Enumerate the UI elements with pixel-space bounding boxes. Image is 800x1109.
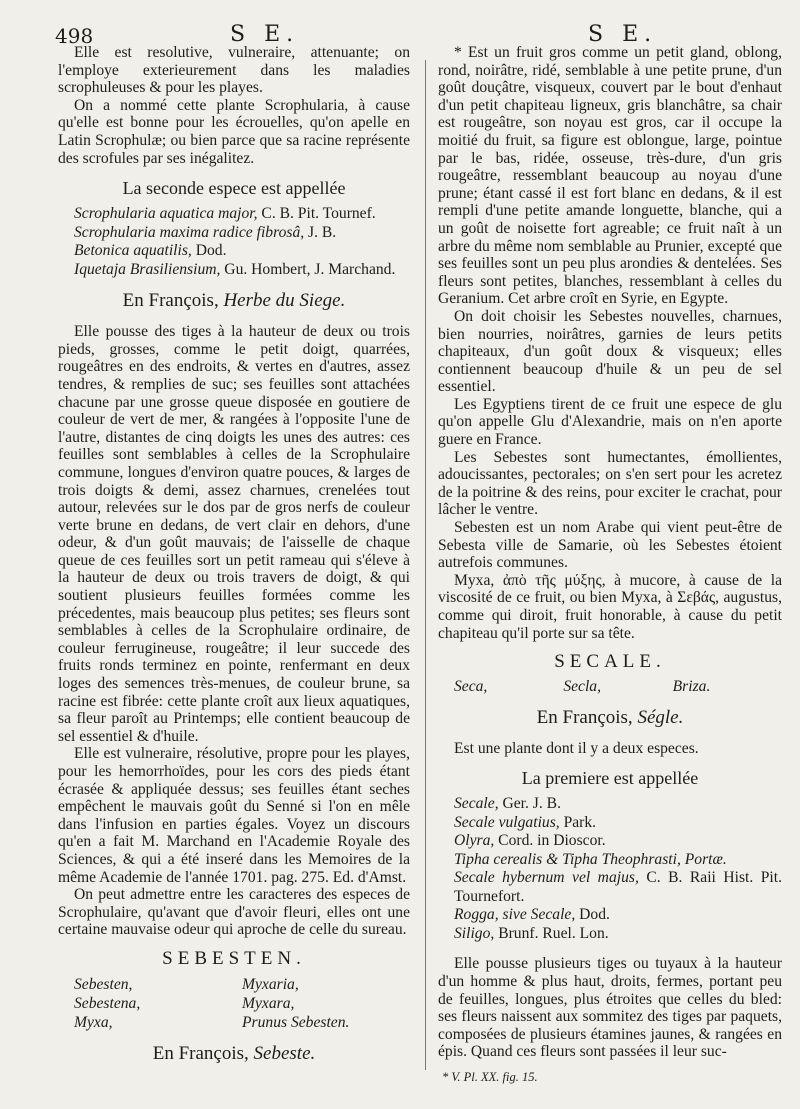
synonym-entry: Secale vulgatius, Park.	[454, 813, 597, 831]
section-heading: La seconde espece est appellée	[122, 178, 346, 199]
paragraph: On a nommé cette plante Scrophularia, à cause qu'elle est bonne pour les écrouelles, qu'on apelle en Latin Scrophulæ; ou bien parce que sa racine représente des scrofules par ses inégalitez.	[58, 96, 410, 167]
paragraph: Elle pousse plusieurs tiges ou tuyaux à la hauteur d'un homme & plus haut, droits, fermes, portant peu de feuilles, longues, plus étroites que celles du bled: ses fleurs naissent aux sommitez des tiges par paquets, composées de plusieurs étamines jaunes, & rangées en épis. Quand ces fleurs sont passées il leur suc-	[438, 955, 782, 1061]
section-heading: La premiere est appellée	[521, 768, 699, 789]
synonym: Myxa,	[74, 1013, 113, 1031]
synonym-entry: Secale, Ger. J. B.	[454, 795, 561, 813]
paragraph: Sebesten est un nom Arabe qui vient peut-être de Sebesta ville de Samarie, où les Sebestes étoient autrefois communes.	[438, 519, 782, 572]
synonym: Myxaria,	[242, 975, 299, 993]
entry-title-sebesten: SEBESTEN.	[162, 947, 306, 969]
synonym: Sebestena,	[74, 994, 141, 1012]
paragraph: Les Egyptiens tirent de ce fruit une espece de glu qu'on appelle Glu d'Alexandrie, mais on n'en aporte guere en France.	[438, 395, 782, 449]
paragraph: Elle est resolutive, vulneraire, attenuante; on l'employe exterieurement dans les maladies scrophuleuses & pour les playes.	[58, 44, 410, 97]
secale-synonyms	[454, 678, 782, 696]
synonym-entry: Olyra, Cord. in Dioscor.	[454, 832, 606, 850]
paragraph: On doit choisir les Sebestes nouvelles, charnues, bien nourries, noirâtres, garnies de leurs petits chapiteaux, d'un goût doux & visqueux; elles contiennent beaucoup d'huile & un peu de sel essentiel.	[438, 307, 782, 396]
running-head-right: S E.	[588, 22, 658, 47]
synonym-entry: Betonica aquatilis, Dod.	[74, 242, 227, 260]
paragraph: Est une plante dont il y a deux especes.	[454, 739, 699, 757]
french-name-line: En François, Herbe du Siege.	[122, 290, 346, 312]
synonym-entry: Scrophularia aquatica major, C. B. Pit. Tournef.	[74, 205, 376, 223]
french-name-line: En François, Sebeste.	[152, 1042, 316, 1064]
paragraph: Myxa, ἀπὸ τῆς μύξης, à mucore, à cause de la viscosité de ce fruit, ou bien Myxa, à Σεβάς, augustus, comme qui diroit, fruit honorable, à cause du petit chapiteau qu'il porte sur sa tête.	[438, 571, 782, 642]
synonym: Briza.	[672, 678, 711, 696]
synonym: Seca,	[454, 678, 488, 696]
synonym-entry: Rogga, sive Secale, Dod.	[454, 906, 610, 924]
synonym-entry: Secale hybernum vel majus, C. B. Raii Hist. Pit. Tournefort.	[454, 869, 782, 905]
synonym: Sebesten,	[74, 975, 133, 993]
synonym-entry: Tipha cerealis & Tipha Theophrasti, Portæ.	[454, 850, 727, 868]
french-name-line: En François, Ségle.	[536, 706, 684, 728]
synonym: Secla,	[563, 678, 601, 696]
synonym-entry: Iquetaja Brasiliensium, Gu. Hombert, J. Marchand.	[74, 260, 396, 278]
sebesten-synonyms	[74, 975, 410, 1032]
paragraph: On peut admettre entre les caracteres des especes de Scrophulaire, qu'avant que d'avoir fleuri, elles ont une certaine mauvaise odeur qui aproche de celle du sureau.	[58, 886, 410, 939]
page-number: 498	[55, 24, 94, 48]
synonym: Myxara,	[242, 994, 295, 1012]
synonym-entry: Scrophularia maxima radice fibrosâ, J. B.	[74, 223, 337, 241]
synonym: Prunus Sebesten.	[242, 1013, 350, 1031]
paragraph: Elle pousse des tiges à la hauteur de deux ou trois pieds, grosses, comme le petit doigt, quarrées, rougeâtres en des endroits, & vertes en d'autres, assez tendres, & remplies de suc; ses feuilles sont attachées chacune par une grosse queue disposée en goutiere de couleur de vert de mer, & rangées à l'opposite l'une de l'autre, distantes de cinq doigts les unes des autres: ces feuilles sont semblables à celles de la Scrophulaire commune, longues d'environ quatre pouces, & larges de trois doigts & demi, assez charnues, crenelées tout autour, relevées sur le dos par de gros nerfs de couleur verte brune en dedans, de vert clair en dehors, d'une odeur, & d'un goût mauvais; de l'aisselle de chaque queue de ces feuilles sort un petit rameau qui s'éleve à la hauteur de deux ou trois travers de doigt, & qui soutient plusieurs feuilles formées comme les précedentes, mais beaucoup plus petites; ses fleurs sont semblables à celles de la Scrophulaire ordinaire, de couleur ferrugineuse, rougeâtre; il leur succede des fruits ronds terminez en pointe, renfermant en deux loges des semences très-menues, de couleur brune, sa racine est fibrée: cette plante croît aux lieux aquatiques, sa fleur paroît au Printemps; elle contient beaucoup de sel essentiel & d'huile.	[58, 323, 410, 745]
entry-title-secale: SECALE.	[554, 651, 666, 673]
synonym-entry: Siligo, Brunf. Ruel. Lon.	[454, 924, 609, 942]
paragraph: Les Sebestes sont humectantes, émollientes, adoucissantes, pectorales; on s'en sert pour les acretez de la poitrine & des reins, pour exciter le crachat, pour lâcher le ventre.	[438, 448, 782, 519]
footnote: * V. Pl. XX. fig. 15.	[442, 1069, 538, 1084]
right-column	[438, 44, 782, 1087]
paragraph: Elle est vulneraire, résolutive, propre pour les playes, pour les hemorrhoïdes, pour les cors des pieds étant écrasée & appliquée dessus; ses feuilles étant seches empêchent le mauvais goût du Senné si l'on en mêle dans l'infusion en parties égales. Voyez un discours qu'en a fait M. Marchand en l'Academie Royale des Sciences, & qui a été inseré dans les Memoires de la même Academie de l'année 1701. pag. 275. Ed. d'Amst.	[58, 745, 410, 886]
paragraph: * Est un fruit gros comme un petit gland, oblong, rond, noirâtre, ridé, semblable à une petite prune, d'un goût douçâtre, visqueux, couvert par le bout d'enhaut d'un petit chapiteau ligneux, gris blanchâtre, sa chair est rougeâtre, son noyau est gros, car il occupe la moitié du fruit, sa figure est oblongue, large, pointue par le bas, ridée, osseuse, très-dure, d'un gris rougeâtre, ressemblant beaucoup au noyau d'une prune; étant cassé il est fort blanc en dedans, & il est rempli d'une petite amande longuette, blanche, qui a un goût de noisette fort agreable; ce fruit naît à un arbre du même nom semblable au Prunier, excepté que ses feuilles sont un peu plus arondies & dentelées. Ses fleurs sont petites, blanches, ressemblant à celles du Geranium. Cet arbre croît en Syrie, en Egypte.	[438, 44, 782, 308]
left-column	[58, 44, 410, 1076]
column-divider	[425, 60, 426, 1070]
running-head-left: S E.	[230, 22, 300, 47]
